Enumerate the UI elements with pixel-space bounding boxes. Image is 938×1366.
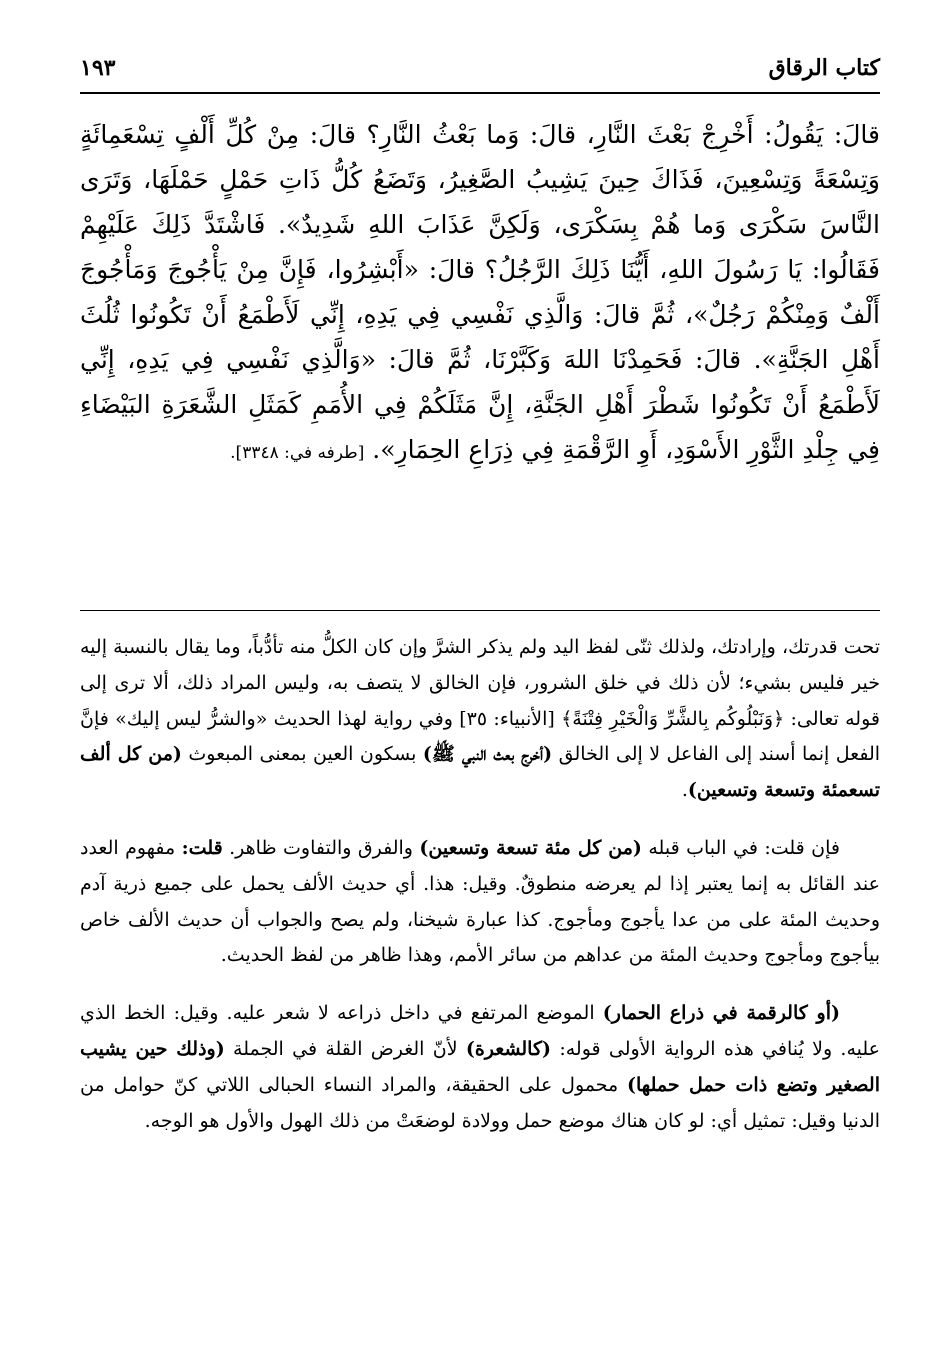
commentary-paragraph-3 <box>80 996 880 1139</box>
quoted-phrase: (وذلك حين يشيب الصغير وتضع ذات حمل حملها) <box>80 1037 880 1096</box>
commentary-block <box>80 630 880 1139</box>
page-header <box>80 48 880 88</box>
commentary-paragraph-1 <box>80 630 880 809</box>
commentary-text: مفهوم العدد عند القائل به إنما يعتبر إذا لم يعرضه منطوقٌ. وقيل: هذا. أي حديث الألف يحمل على جميع ذرية آدم وحديث المئة على من عدا يأجوج ومأجوج. كذا عبارة شيخنا، ولم يصح والجواب أن حديث الألف خاص بيأجوج ومأجوج وحديث المئة من عداهم من سائر الأمم، وهذا ظاهر من لفظ الحديث. <box>80 836 880 967</box>
quoted-phrase: (من كل ألف تسعمئة وتسعة وتسعين) <box>80 743 880 802</box>
commentary-divider <box>80 610 880 611</box>
commentary-text: فإن قلت: في الباب قبله <box>648 836 840 859</box>
header-divider <box>80 92 880 94</box>
quoted-phrase: قلت: <box>181 836 223 859</box>
commentary-paragraph-2 <box>80 831 880 974</box>
commentary-text: لأنّ الغرض القلة في الجملة <box>233 1037 458 1060</box>
hadith-text-block <box>80 112 880 476</box>
quoted-phrase: (كالشعرة) <box>465 1037 552 1060</box>
quoted-phrase: (أو كالرقمة في ذراع الحمار) <box>602 1002 840 1025</box>
commentary-text: بسكون العين بمعنى المبعوث <box>188 743 417 766</box>
commentary-text: تحت قدرتك، وإرادتك، ولذلك ثنّى لفظ اليد ولم يذكر الشرَّ وإن كان الكلُّ منه تأدُّباً، وما يقال بالنسبة إليه خير فليس بشيء؛ لأن ذلك في خلق الشرور، فإن الخالق لا يتصف به، وليس المراد ذلك، ألا ترى إلى قوله تعالى: ﴿وَنَبْلُوكُم بِالشَّرِّ وَالْخَيْرِ فِتْنَةً﴾ [الأنبياء: ٣٥] وفي رواية لهذا الحديث «والشرُّ ليس إليك» فإنَّ الفعل إنما أسند إلى الفاعل لا إلى الخالق <box>80 636 881 766</box>
punctuation: . <box>681 779 688 802</box>
page-number: ١٩٣ <box>80 55 116 81</box>
commentary-text: الموضع المرتفع في داخل ذراعه لا شعر عليه. وقيل: الخط الذي عليه. ولا يُنافي هذه الرواية الأولى قوله: <box>80 1002 880 1060</box>
commentary-text: والفرق والتفاوت ظاهر. <box>229 836 413 859</box>
book-title: كتاب الرقاق <box>768 55 880 81</box>
quoted-phrase: (من كل مئة تسعة وتسعين) <box>419 836 642 859</box>
quoted-phrase: (أخرج بعث النبي ﷺ) <box>422 743 553 766</box>
hadith-text: قالَ: يَقُولُ: أَخْرِجْ بَعْثَ النَّارِ، قالَ: وَما بَعْثُ النَّارِ؟ قالَ: مِنْ كُلِّ أَلْفٍ تِسْعَمِائَةٍ وَتِسْعَةً وَتِسْعِينَ، فَذَاكَ حِينَ يَشِيبُ الصَّغِيرُ، وَتَضَعُ كُلُّ ذَاتِ حَمْلٍ حَمْلَهَا، وَتَرَى النَّاسَ سَكْرَى وَما هُمْ بِسَكْرَى، وَلَكِنَّ عَذَابَ اللهِ شَدِيدٌ». فَاشْتَدَّ ذَلِكَ عَلَيْهِمْ فَقَالُوا: يَا رَسُولَ اللهِ، أَيُّنَا ذَلِكَ الرَّجُلُ؟ قالَ: «أَبْشِرُوا، فَإِنَّ مِنْ يَأْجُوجَ وَمَأْجُوجَ أَلْفٌ وَمِنْكُمْ رَجُلٌ»، ثُمَّ قالَ: وَالَّذِي نَفْسِي فِي يَدِهِ، إِنِّي لَأَطْمَعُ أَنْ تَكُونُوا ثُلُثَ أَهْلِ الجَنَّةِ». قالَ: فَحَمِدْنَا اللهَ وَكَبَّرْنَا، ثُمَّ قالَ: «وَالَّذِي نَفْسِي فِي يَدِهِ، إِنِّي لَأَطْمَعُ أَنْ تَكُونُوا شَطْرَ أَهْلِ الجَنَّةِ، إِنَّ مَثَلَكُمْ فِي الأُمَمِ كَمَثَلِ الشَّعَرَةِ البَيْضَاءِ فِي جِلْدِ الثَّوْرِ الأَسْوَدِ، أَوِ الرَّقْمَةِ فِي ذِرَاعِ الحِمَارِ». <box>80 120 880 464</box>
commentary-text: محمول على الحقيقة، والمراد النساء الحبالى اللاتي كنّ حوامل من الدنيا وقيل: تمثيل أي: لو كان هناك موضع حمل وولادة لوضعَتْ من ذلك الهول والأول هو الوجه. <box>80 1073 880 1132</box>
hadith-reference: [طرفه في: ٣٣٤٨]. <box>230 443 365 463</box>
